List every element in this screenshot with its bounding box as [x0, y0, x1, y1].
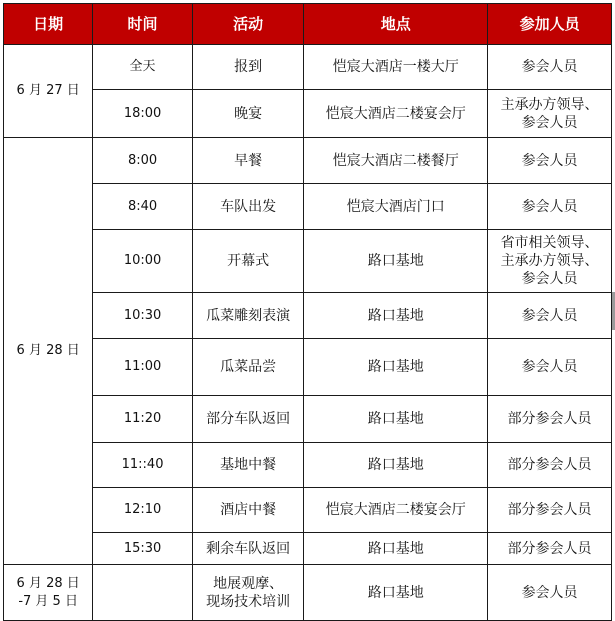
location-cell: 路口基地	[304, 443, 488, 488]
activity-cell: 瓜菜雕刻表演	[192, 293, 304, 339]
participants-cell: 参会人员	[488, 184, 612, 230]
participants-line: 主承办方领导、	[500, 96, 599, 113]
participants-cell: 部分参会人员	[488, 488, 612, 533]
date-line: 6 月 28 日	[16, 575, 80, 591]
activity-cell: 酒店中餐	[192, 488, 304, 533]
activity-cell: 剩余车队返回	[192, 533, 304, 565]
activity-line: 现场技术培训	[206, 593, 291, 610]
activity-cell	[192, 565, 304, 621]
date-cell	[4, 565, 93, 621]
time-cell: 18:00	[93, 90, 192, 138]
participants-cell: 参会人员	[488, 293, 612, 339]
location-cell: 恺宸大酒店一楼大厅	[304, 45, 488, 90]
participants-cell	[488, 230, 612, 293]
table-row	[4, 230, 612, 293]
participants-cell: 部分参会人员	[488, 396, 612, 443]
table-row	[4, 533, 612, 565]
header-row	[4, 4, 612, 45]
participants-cell: 参会人员	[488, 565, 612, 621]
location-cell: 路口基地	[304, 533, 488, 565]
participants-line: 参会人员	[521, 114, 578, 131]
location-cell: 路口基地	[304, 396, 488, 443]
date-cell: 6 月 28 日	[4, 138, 93, 565]
table-row	[4, 90, 612, 138]
table-row	[4, 293, 612, 339]
activity-line: 地展观摩、	[213, 575, 284, 592]
table-row	[4, 45, 612, 90]
table-row	[4, 396, 612, 443]
table-row	[4, 184, 612, 230]
time-cell: 11::40	[93, 443, 192, 488]
header-activity: 活动	[192, 4, 304, 45]
location-cell: 恺宸大酒店二楼宴会厅	[304, 488, 488, 533]
activity-cell: 车队出发	[192, 184, 304, 230]
date-cell: 6 月 27 日	[4, 45, 93, 138]
participants-line: 省市相关领导、	[500, 235, 599, 251]
time-cell: 12:10	[93, 488, 192, 533]
time-cell: 11:20	[93, 396, 192, 443]
table-row	[4, 443, 612, 488]
table-row	[4, 488, 612, 533]
activity-cell: 瓜菜品尝	[192, 339, 304, 396]
participants-cell: 部分参会人员	[488, 533, 612, 565]
location-cell: 路口基地	[304, 565, 488, 621]
activity-cell: 基地中餐	[192, 443, 304, 488]
table-row	[4, 339, 612, 396]
participants-line: 主承办方领导、	[500, 253, 599, 269]
time-cell: 全天	[93, 45, 192, 90]
time-cell: 8:00	[93, 138, 192, 184]
activity-cell: 晚宴	[192, 90, 304, 138]
schedule-table	[3, 3, 612, 621]
participants-cell: 参会人员	[488, 339, 612, 396]
activity-cell: 开幕式	[192, 230, 304, 293]
table-row	[4, 138, 612, 184]
participants-cell: 参会人员	[488, 138, 612, 184]
date-line: -7 月 5 日	[18, 593, 78, 609]
time-cell: 8:40	[93, 184, 192, 230]
activity-cell: 早餐	[192, 138, 304, 184]
header-time: 时间	[93, 4, 192, 45]
participants-cell: 部分参会人员	[488, 443, 612, 488]
participants-line: 参会人员	[521, 271, 578, 287]
time-cell: 10:30	[93, 293, 192, 339]
location-cell: 恺宸大酒店二楼宴会厅	[304, 90, 488, 138]
participants-cell	[488, 90, 612, 138]
participants-cell: 参会人员	[488, 45, 612, 90]
time-cell: 15:30	[93, 533, 192, 565]
header-location: 地点	[304, 4, 488, 45]
time-cell: 10:00	[93, 230, 192, 293]
activity-cell: 报到	[192, 45, 304, 90]
time-cell	[93, 565, 192, 621]
location-cell: 恺宸大酒店门口	[304, 184, 488, 230]
header-participants: 参加人员	[488, 4, 612, 45]
location-cell: 恺宸大酒店二楼餐厅	[304, 138, 488, 184]
location-cell: 路口基地	[304, 339, 488, 396]
time-cell: 11:00	[93, 339, 192, 396]
location-cell: 路口基地	[304, 230, 488, 293]
header-date: 日期	[4, 4, 93, 45]
activity-cell: 部分车队返回	[192, 396, 304, 443]
location-cell: 路口基地	[304, 293, 488, 339]
table-row	[4, 565, 612, 621]
